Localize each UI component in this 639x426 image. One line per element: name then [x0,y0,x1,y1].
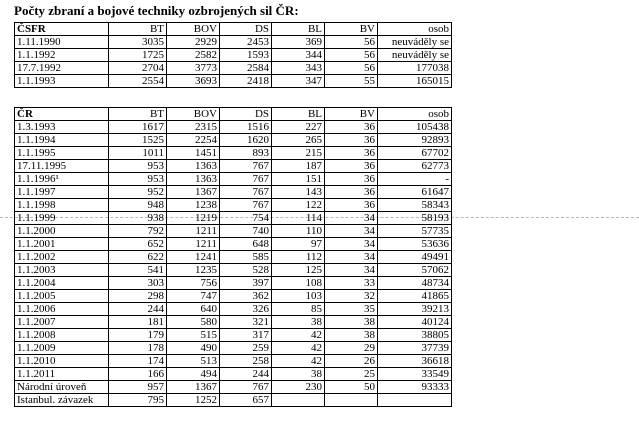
table-cell: 3773 [167,62,220,75]
table-cell: 143 [272,186,325,199]
table-cell: 38 [325,329,378,342]
table-csfr [14,22,452,88]
table-cell: 53636 [378,238,452,251]
table-row [15,225,452,238]
table-cell: 40124 [378,316,452,329]
row-label: 1.3.1993 [15,121,109,134]
table-cell: 33 [325,277,378,290]
table-cell: 36 [325,173,378,186]
row-label: 17.11.1995 [15,160,109,173]
column-header: BV [325,108,378,121]
row-label: 1.1.2010 [15,355,109,368]
table-cell: 67702 [378,147,452,160]
table-cell: 2554 [109,75,167,88]
row-label: Národní úroveň [15,381,109,394]
table-cell: 179 [109,329,167,342]
table-cell: 767 [220,160,272,173]
table-cell: 938 [109,212,167,225]
table-cell: 893 [220,147,272,160]
row-label: 1.1.1995 [15,147,109,160]
table-cell: 105438 [378,121,452,134]
table-cell [325,394,378,407]
table-cell: 1593 [220,49,272,62]
table-row [15,355,452,368]
table-cell: 2453 [220,36,272,49]
page-title: Počty zbraní a bojové techniky ozbrojených sil ČR: [14,3,299,18]
table-row [15,264,452,277]
column-header: BL [272,108,325,121]
table-cell: 56 [325,36,378,49]
table-cell: 952 [109,186,167,199]
table-row [15,329,452,342]
table-cell: 2584 [220,62,272,75]
row-label: 1.1.1997 [15,186,109,199]
column-header: ČR [15,108,109,121]
table-cell: 62773 [378,160,452,173]
row-label: 1.1.2001 [15,238,109,251]
table-cell: 174 [109,355,167,368]
table-cell [272,394,325,407]
table-cell: 541 [109,264,167,277]
table-cell: 754 [220,212,272,225]
row-label: 1.1.2008 [15,329,109,342]
table-cell: 38805 [378,329,452,342]
column-header: BV [325,23,378,36]
table-cell: 49491 [378,251,452,264]
row-label: 1.1.2000 [15,225,109,238]
table-cell: 397 [220,277,272,290]
column-header: BL [272,23,325,36]
table-cell: 362 [220,290,272,303]
table-cell: 265 [272,134,325,147]
table-cell: 317 [220,329,272,342]
table-cell: 39213 [378,303,452,316]
table-cell: 227 [272,121,325,134]
table-cell: 369 [272,36,325,49]
table-row [15,160,452,173]
table-row [15,316,452,329]
table-cell: 1211 [167,225,220,238]
table-cell: neuváděly se [378,49,452,62]
table-cell: 55 [325,75,378,88]
table-cell: 2582 [167,49,220,62]
table-row [15,381,452,394]
table-cell: 2418 [220,75,272,88]
table-row [15,49,452,62]
table-header-row [15,108,452,121]
row-label: 1.1.2011 [15,368,109,381]
table-cell: 38 [272,368,325,381]
table-cell: neuváděly se [378,36,452,49]
table-cell: 58193 [378,212,452,225]
table-cell: 36 [325,160,378,173]
table-cell: 1238 [167,199,220,212]
row-label: 1.1.1996¹ [15,173,109,186]
table-cell: 1725 [109,49,167,62]
table-cell: 767 [220,173,272,186]
table-cell: 756 [167,277,220,290]
row-label: 1.1.2006 [15,303,109,316]
table-row [15,394,452,407]
table-cell: 97 [272,238,325,251]
table-cell: 61647 [378,186,452,199]
row-label: 1.1.1998 [15,199,109,212]
table-cell: 747 [167,290,220,303]
table-cell: 151 [272,173,325,186]
table-cell: 34 [325,212,378,225]
table-cell: 1617 [109,121,167,134]
column-header: BT [109,23,167,36]
table-cell: 2704 [109,62,167,75]
table-cell: 42 [272,342,325,355]
table-cell: 38 [272,316,325,329]
table-row [15,121,452,134]
table-cell: 347 [272,75,325,88]
column-header: osob [378,108,452,121]
table-cell: 767 [220,199,272,212]
table-cell: 114 [272,212,325,225]
table-cell: 1252 [167,394,220,407]
table-cell: 344 [272,49,325,62]
table-cell: 640 [167,303,220,316]
table-cell: 1241 [167,251,220,264]
column-header: osob [378,23,452,36]
row-label: 1.1.2003 [15,264,109,277]
table-cell: 48734 [378,277,452,290]
table-cell: 1363 [167,173,220,186]
table-cell: 36 [325,199,378,212]
table-cell: 38 [325,316,378,329]
table-cell: 36618 [378,355,452,368]
column-header: BT [109,108,167,121]
table-cell: 515 [167,329,220,342]
table-cell: - [378,173,452,186]
table-cell: 178 [109,342,167,355]
table-cell: 1219 [167,212,220,225]
table-cell: 165015 [378,75,452,88]
table-cell: 36 [325,134,378,147]
row-label: 1.11.1990 [15,36,109,49]
table-cell: 326 [220,303,272,316]
table-cell: 1451 [167,147,220,160]
table-cell: 34 [325,264,378,277]
table-cell: 3035 [109,36,167,49]
table-row [15,212,452,225]
table-cell: 181 [109,316,167,329]
table-cell: 26 [325,355,378,368]
table-cell: 125 [272,264,325,277]
table-cell: 740 [220,225,272,238]
table-cell: 957 [109,381,167,394]
table-row [15,290,452,303]
table-cell: 2929 [167,36,220,49]
table-cr [14,107,452,407]
table-cell: 953 [109,160,167,173]
table-cell: 42 [272,329,325,342]
table-cell: 343 [272,62,325,75]
row-label: 1.1.1993 [15,75,109,88]
table-cell: 110 [272,225,325,238]
table-cell: 32 [325,290,378,303]
row-label: 1.1.1999 [15,212,109,225]
table-cell: 1525 [109,134,167,147]
table-cell: 1367 [167,186,220,199]
table-cell: 36 [325,186,378,199]
table-cell: 112 [272,251,325,264]
row-label: 1.1.2002 [15,251,109,264]
table-cell: 258 [220,355,272,368]
table-row [15,36,452,49]
table-cell: 34 [325,238,378,251]
table-cell: 767 [220,186,272,199]
table-cell: 35 [325,303,378,316]
column-header: DS [220,108,272,121]
table-cell: 36 [325,147,378,160]
table-cell: 528 [220,264,272,277]
table-cell: 166 [109,368,167,381]
table-cell: 58343 [378,199,452,212]
table-cell: 215 [272,147,325,160]
table-cell: 37739 [378,342,452,355]
table-row [15,238,452,251]
table-cell: 1011 [109,147,167,160]
table-cell: 648 [220,238,272,251]
table-row [15,251,452,264]
table-cell: 1363 [167,160,220,173]
row-label: 1.1.2009 [15,342,109,355]
table-row [15,147,452,160]
table-cell: 303 [109,277,167,290]
table-cell: 2315 [167,121,220,134]
table-cell: 42 [272,355,325,368]
table-cell: 490 [167,342,220,355]
table-row [15,199,452,212]
table-row [15,342,452,355]
table-row [15,134,452,147]
table-cell: 33549 [378,368,452,381]
table-cell: 108 [272,277,325,290]
table-cell: 953 [109,173,167,186]
table-cell: 25 [325,368,378,381]
table-cell: 230 [272,381,325,394]
table-cell: 244 [109,303,167,316]
row-label: 1.1.1992 [15,49,109,62]
row-label: 17.7.1992 [15,62,109,75]
table-cell: 56 [325,49,378,62]
table-cell: 585 [220,251,272,264]
table-cell: 652 [109,238,167,251]
table-cell: 36 [325,121,378,134]
table-cell: 1235 [167,264,220,277]
table-row [15,368,452,381]
table-cell: 92893 [378,134,452,147]
table-row [15,62,452,75]
table-cell: 259 [220,342,272,355]
row-label: 1.1.2004 [15,277,109,290]
table-row [15,303,452,316]
table-row [15,173,452,186]
table-cell: 1367 [167,381,220,394]
column-header: DS [220,23,272,36]
table-cell: 298 [109,290,167,303]
row-label: Istanbul. závazek [15,394,109,407]
table-cell: 103 [272,290,325,303]
table-cell: 580 [167,316,220,329]
column-header: ČSFR [15,23,109,36]
table-cell: 795 [109,394,167,407]
table-cell: 1211 [167,238,220,251]
table-cell: 767 [220,381,272,394]
table-cell: 622 [109,251,167,264]
table-cell: 494 [167,368,220,381]
table-cell: 948 [109,199,167,212]
table-cell: 1516 [220,121,272,134]
column-header: BOV [167,23,220,36]
table-cell: 187 [272,160,325,173]
table-cell: 56 [325,62,378,75]
table-cell: 2254 [167,134,220,147]
table-cell [378,394,452,407]
table-cell: 244 [220,368,272,381]
table-cell: 57735 [378,225,452,238]
table-cell: 1620 [220,134,272,147]
table-cell: 657 [220,394,272,407]
table-row [15,277,452,290]
table-cell: 50 [325,381,378,394]
table-cell: 34 [325,251,378,264]
table-cell: 513 [167,355,220,368]
table-row [15,75,452,88]
table-cell: 122 [272,199,325,212]
table-cell: 85 [272,303,325,316]
table-cell: 93333 [378,381,452,394]
table-cell: 41865 [378,290,452,303]
table-cell: 57062 [378,264,452,277]
row-label: 1.1.2007 [15,316,109,329]
table-cell: 29 [325,342,378,355]
table-cell: 34 [325,225,378,238]
table-cell: 3693 [167,75,220,88]
row-label: 1.1.1994 [15,134,109,147]
row-label: 1.1.2005 [15,290,109,303]
table-row [15,186,452,199]
table-cell: 792 [109,225,167,238]
table-cell: 321 [220,316,272,329]
table-header-row [15,23,452,36]
column-header: BOV [167,108,220,121]
table-cell: 177038 [378,62,452,75]
